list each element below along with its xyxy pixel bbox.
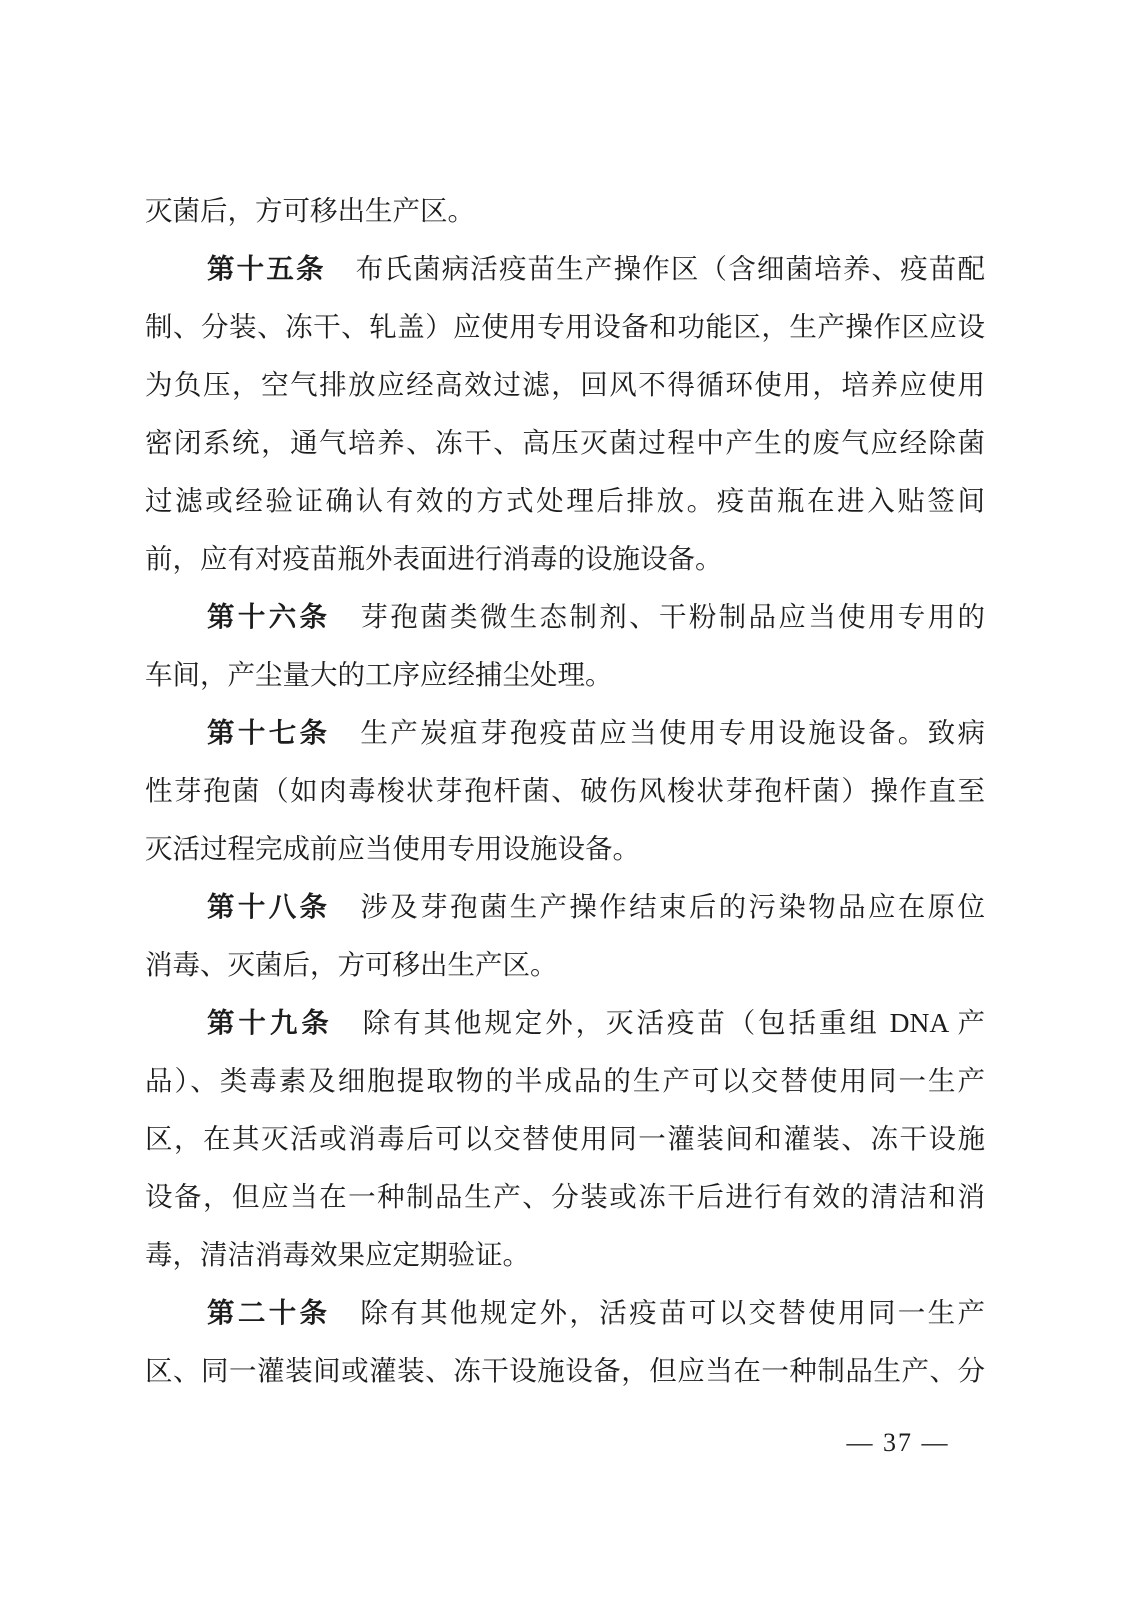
text-line: [145, 1168, 985, 1226]
line-text: 品）、类毒素及细胞提取物的半成品的生产可以交替使用同一生产: [145, 1065, 985, 1096]
line-text: 除有其他规定外，活疫苗可以交替使用同一生产: [360, 1297, 985, 1328]
line-text: 为负压，空气排放应经高效过滤，回风不得循环使用，培养应使用: [145, 369, 985, 400]
text-line-article-15: [145, 240, 985, 298]
text-line: [145, 762, 985, 820]
page-number: — 37 —: [846, 1428, 950, 1457]
article-heading: 第十七条: [207, 717, 331, 748]
line-text: 性芽孢菌（如肉毒梭状芽孢杆菌、破伤风梭状芽孢杆菌）操作直至: [145, 775, 985, 806]
text-line-article-20: [145, 1284, 985, 1342]
line-text: 除有其他规定外，灭活疫苗（包括重组 DNA 产: [362, 1007, 985, 1038]
article-heading: 第二十条: [207, 1297, 331, 1328]
line-text: 过滤或经验证确认有效的方式处理后排放。疫苗瓶在进入贴签间: [145, 485, 985, 516]
text-line-article-19: [145, 994, 985, 1052]
line-text: 生产炭疽芽孢疫苗应当使用专用设施设备。致病: [360, 717, 985, 748]
article-heading: 第十五条: [207, 253, 326, 284]
text-line-article-18: [145, 878, 985, 936]
line-text: 密闭系统，通气培养、冻干、高压灭菌过程中产生的废气应经除菌: [145, 427, 985, 458]
text-line: [145, 356, 985, 414]
line-text: 消毒、灭菌后，方可移出生产区。: [145, 949, 558, 980]
text-line: [145, 1052, 985, 1110]
text-line: [145, 1110, 985, 1168]
document-text: [145, 182, 985, 1400]
text-line-article-16: [145, 588, 985, 646]
line-text: 涉及芽孢菌生产操作结束后的污染物品应在原位: [360, 891, 985, 922]
text-line: [145, 820, 985, 878]
line-text: 车间，产尘量大的工序应经捕尘处理。: [145, 659, 613, 690]
text-line: [145, 1226, 985, 1284]
line-text: 前，应有对疫苗瓶外表面进行消毒的设施设备。: [145, 543, 723, 574]
text-line: [145, 646, 985, 704]
text-line: [145, 1342, 985, 1400]
text-line: [145, 182, 985, 240]
text-line-article-17: [145, 704, 985, 762]
line-text: 设备，但应当在一种制品生产、分装或冻干后进行有效的清洁和消: [145, 1181, 985, 1212]
line-text: 芽孢菌类微生态制剂、干粉制品应当使用专用的: [360, 601, 985, 632]
line-text: 毒，清洁消毒效果应定期验证。: [145, 1239, 530, 1270]
text-line: [145, 298, 985, 356]
line-text: 灭活过程完成前应当使用专用设施设备。: [145, 833, 640, 864]
text-line: [145, 530, 985, 588]
article-heading: 第十六条: [207, 601, 331, 632]
text-line: [145, 414, 985, 472]
article-heading: 第十九条: [207, 1007, 333, 1038]
line-text: 布氏菌病活疫苗生产操作区（含细菌培养、疫苗配: [355, 253, 985, 284]
text-line: [145, 936, 985, 994]
line-text: 区、同一灌装间或灌装、冻干设施设备，但应当在一种制品生产、分: [145, 1355, 985, 1386]
line-text: 灭菌后，方可移出生产区。: [145, 195, 475, 226]
text-line: [145, 472, 985, 530]
line-text: 区，在其灭活或消毒后可以交替使用同一灌装间和灌装、冻干设施: [145, 1123, 985, 1154]
line-text: 制、分装、冻干、轧盖）应使用专用设备和功能区，生产操作区应设: [145, 311, 985, 342]
article-heading: 第十八条: [207, 891, 331, 922]
